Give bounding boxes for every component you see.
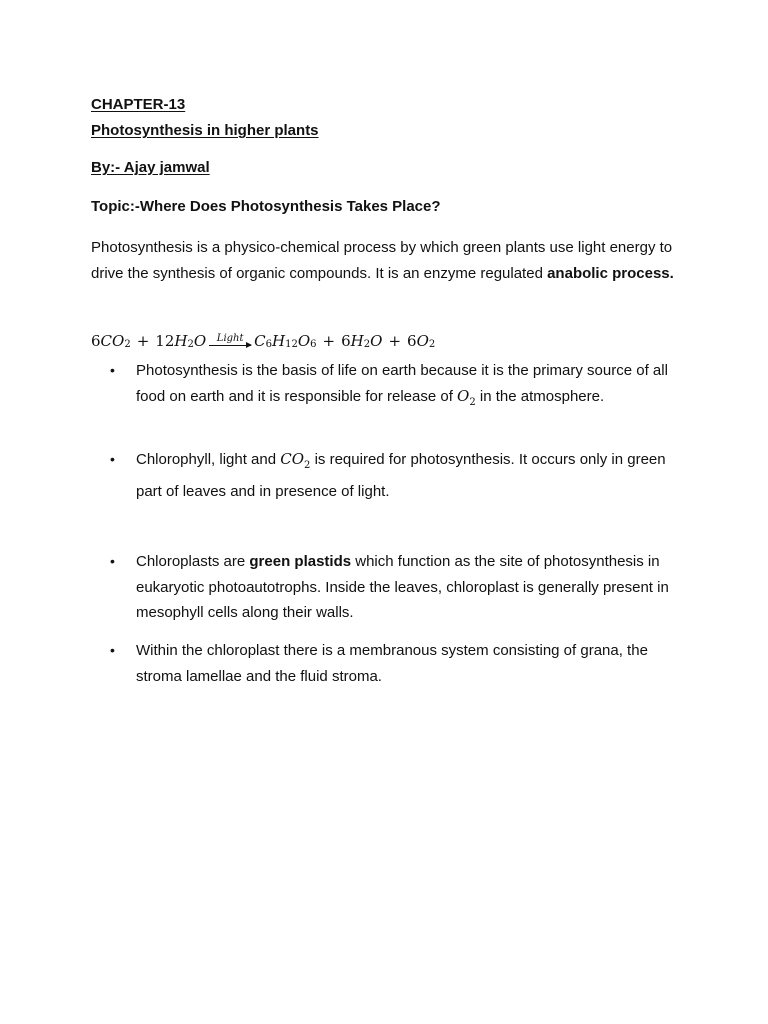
eq-coef-2: 12	[155, 332, 175, 350]
math-symbol: O	[457, 386, 470, 405]
bullet-icon: •	[110, 451, 115, 467]
intro-bold-term: anabolic process.	[547, 264, 674, 282]
math-symbol: CO	[280, 450, 305, 468]
eq-o4-sub: 2	[428, 339, 436, 350]
eq-co-sub: 2	[124, 339, 131, 350]
eq-plus-3: +	[388, 332, 402, 350]
bullet-text	[136, 638, 670, 689]
inline-math-o2	[457, 386, 476, 408]
eq-h2-sub: 12	[285, 339, 298, 350]
intro-text: Photosynthesis is a physico-chemical process by which green plants use light energy to drive the synthesis of organic compounds. It is an enzyme regulated	[91, 239, 673, 282]
eq-h-sub: 2	[187, 339, 194, 350]
bullet-icon: •	[110, 362, 115, 378]
eq-plus-2: +	[322, 332, 336, 350]
eq-h: H	[174, 332, 188, 350]
arrow-icon	[209, 345, 251, 346]
photosynthesis-equation	[91, 318, 435, 350]
bullet-text	[136, 549, 670, 626]
author-line: By:- Ajay jamwal	[91, 159, 210, 176]
bullet-text-part: Chlorophyll, light and	[136, 451, 281, 468]
bullet-bold-term: green plastids	[249, 553, 352, 570]
eq-plus-1: +	[136, 332, 150, 350]
bullet-text	[136, 447, 670, 504]
eq-h3-sub: 2	[363, 339, 371, 350]
bullet-text-part: Chloroplasts are	[136, 553, 250, 570]
bullet-text-part: which function as the site of photosynthesis in eukaryotic photoautotrophs. Inside the leaves, chloroplast is generally present in mesophyll cells along their walls.	[136, 553, 669, 621]
eq-o4: O	[416, 332, 429, 350]
inline-math-co2	[280, 450, 311, 471]
bullet-item	[110, 447, 670, 504]
math-subscript: 2	[469, 396, 476, 408]
eq-o3: O	[370, 332, 383, 350]
eq-h3: H	[350, 332, 364, 350]
eq-co: CO	[100, 332, 125, 350]
eq-h2: H	[272, 332, 286, 350]
arrow-label: Light	[216, 333, 244, 344]
eq-o2-sub: 6	[310, 339, 317, 350]
bullet-text-part: Within the chloroplast there is a membranous system consisting of grana, the stroma lamellae and the fluid stroma.	[136, 642, 648, 685]
eq-coef-3: 6	[341, 332, 351, 350]
eq-c: C	[254, 332, 266, 350]
bullet-icon: •	[110, 553, 115, 569]
bullet-text-part: Photosynthesis is the basis of life on earth because it is the primary source of all food on earth and it is responsible for release of	[136, 362, 668, 405]
bullet-item	[110, 549, 670, 626]
eq-coef-4: 6	[407, 332, 417, 350]
chapter-subtitle: Photosynthesis in higher plants	[91, 122, 319, 139]
eq-coef-1: 6	[91, 332, 101, 350]
intro-paragraph	[91, 235, 691, 286]
topic-heading: Topic:-Where Does Photosynthesis Takes Place?	[91, 198, 441, 215]
math-subscript: 2	[304, 460, 311, 471]
bullet-item	[110, 358, 670, 415]
eq-o2: O	[297, 332, 311, 350]
chapter-heading: CHAPTER-13	[91, 96, 186, 113]
bullet-text-part: in the atmosphere.	[475, 387, 605, 405]
eq-o: O	[193, 332, 207, 350]
eq-c-sub: 6	[265, 339, 273, 350]
bullet-item	[110, 638, 670, 689]
reaction-arrow	[209, 334, 251, 346]
bullet-text-part: is required for photosynthesis. It occurs only in green part of leaves and in presence of light.	[136, 451, 666, 500]
bullet-icon: •	[110, 642, 115, 658]
bullet-text	[136, 358, 670, 415]
